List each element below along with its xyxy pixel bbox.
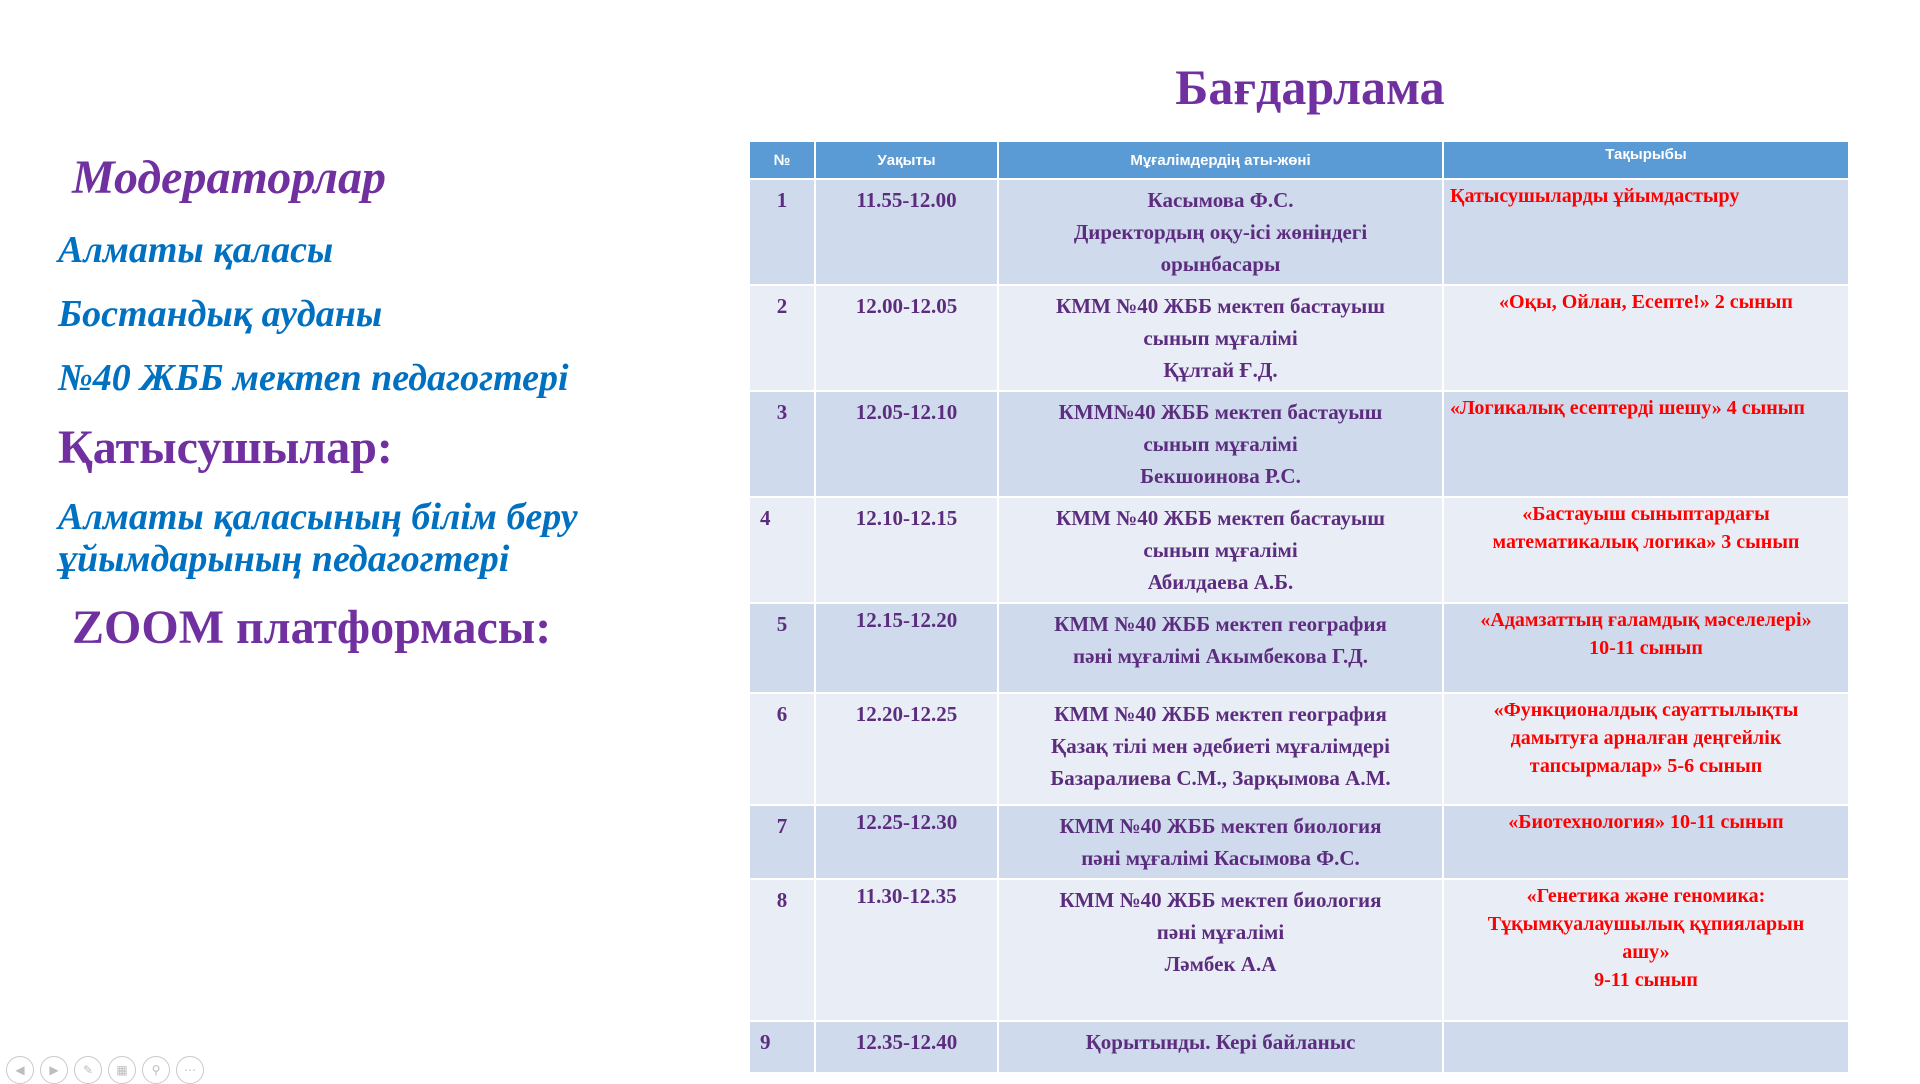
cell-line: КММ№40 ЖББ мектеп бастауыш bbox=[1058, 400, 1383, 424]
cell-line: «Биотехнология» 10-11 сынып bbox=[1508, 811, 1784, 833]
table-row bbox=[749, 1021, 1849, 1073]
table-row bbox=[749, 497, 1849, 603]
cell-num: 9 bbox=[749, 1021, 815, 1073]
participants-org-line1: Алматы қаласының білім беру bbox=[58, 496, 578, 538]
participants-org-line2: ұйымдарының педагогтері bbox=[58, 538, 510, 580]
cell-line: КММ №40 ЖББ мектеп бастауыш bbox=[1056, 294, 1385, 318]
cell-num: 2 bbox=[749, 285, 815, 391]
header-time: Уақыты bbox=[815, 141, 998, 179]
next-icon[interactable]: ▶ bbox=[40, 1056, 68, 1084]
cell-line: ашу» bbox=[1622, 941, 1670, 963]
cell-line: Абилдаева А.Б. bbox=[1147, 570, 1294, 594]
cell-line: Директордың оқу-ісі жөніндегі bbox=[1073, 220, 1368, 244]
cell-line: Бекшоинова Р.С. bbox=[1140, 464, 1301, 488]
table-row bbox=[749, 179, 1849, 285]
cell-line: «Логикалық есептерді шешу» 4 сынып bbox=[1450, 397, 1805, 419]
cell-topic bbox=[1443, 391, 1849, 497]
participants-heading: Қатысушылар: bbox=[58, 421, 393, 474]
cell-line: «Бастауыш сыныптардағы bbox=[1522, 503, 1770, 525]
cell-time: 12.10-12.15 bbox=[815, 497, 998, 603]
school-text: №40 ЖББ мектеп педагогтері bbox=[58, 357, 569, 399]
cell-line: тапсырмалар» 5-6 сынып bbox=[1529, 755, 1763, 777]
slides-icon[interactable]: ▦ bbox=[108, 1056, 136, 1084]
table-row bbox=[749, 603, 1849, 693]
previous-icon[interactable]: ◀ bbox=[6, 1056, 34, 1084]
cell-teacher bbox=[998, 693, 1443, 805]
cell-line: КММ №40 ЖББ мектеп бастауыш bbox=[1056, 506, 1385, 530]
cell-line: сынып мұғалімі bbox=[1143, 326, 1298, 350]
cell-teacher bbox=[998, 497, 1443, 603]
table-row bbox=[749, 879, 1849, 1021]
cell-num: 7 bbox=[749, 805, 815, 879]
cell-teacher bbox=[998, 391, 1443, 497]
cell-line: 10-11 сынып bbox=[1589, 637, 1703, 659]
cell-line: сынып мұғалімі bbox=[1143, 432, 1298, 456]
cell-topic bbox=[1443, 805, 1849, 879]
cell-topic bbox=[1443, 497, 1849, 603]
cell-topic bbox=[1443, 603, 1849, 693]
cell-line: Ләмбек А.А bbox=[1164, 952, 1277, 976]
cell-line: КММ №40 ЖББ мектеп биология bbox=[1059, 888, 1382, 912]
cell-line: Қатысушыларды ұйымдастыру bbox=[1450, 185, 1740, 207]
cell-topic bbox=[1443, 285, 1849, 391]
cell-time: 12.15-12.20 bbox=[815, 603, 998, 693]
cell-num: 1 bbox=[749, 179, 815, 285]
district-text: Бостандық ауданы bbox=[58, 293, 383, 335]
cell-teacher bbox=[998, 603, 1443, 693]
cell-topic bbox=[1443, 879, 1849, 1021]
cell-line: КММ №40 ЖББ мектеп география bbox=[1054, 612, 1387, 636]
cell-time: 11.30-12.35 bbox=[815, 879, 998, 1021]
cell-num: 6 bbox=[749, 693, 815, 805]
header-teacher: Мұғалімдердің аты-жөні bbox=[998, 141, 1443, 179]
cell-line: КММ №40 ЖББ мектеп биология bbox=[1059, 814, 1382, 838]
cell-topic bbox=[1443, 1021, 1849, 1073]
cell-time: 12.20-12.25 bbox=[815, 693, 998, 805]
more-icon[interactable]: ⋯ bbox=[176, 1056, 204, 1084]
cell-time: 12.25-12.30 bbox=[815, 805, 998, 879]
cell-line: дамытуға арналған деңгейлік bbox=[1510, 727, 1782, 749]
table-row bbox=[749, 285, 1849, 391]
table-row bbox=[749, 391, 1849, 497]
cell-line: «Оқы, Ойлан, Есепте!» 2 сынып bbox=[1499, 291, 1793, 313]
cell-num: 8 bbox=[749, 879, 815, 1021]
slide-title: Бағдарлама bbox=[1175, 59, 1445, 115]
cell-line: 9-11 сынып bbox=[1594, 969, 1698, 991]
participants-org bbox=[58, 496, 718, 580]
cell-topic bbox=[1443, 693, 1849, 805]
cell-line: Құлтай Ғ.Д. bbox=[1163, 358, 1278, 382]
cell-line: «Генетика және геномика: bbox=[1526, 885, 1766, 907]
cell-topic bbox=[1443, 179, 1849, 285]
table-header-row bbox=[749, 141, 1849, 179]
schedule-body bbox=[749, 179, 1849, 1073]
cell-line: Қорытынды. Кері байланыс bbox=[1085, 1030, 1356, 1054]
cell-line: КММ №40 ЖББ мектеп география bbox=[1054, 702, 1387, 726]
cell-line: Қазақ тілі мен әдебиеті мұғалімдері bbox=[1051, 734, 1390, 758]
cell-time: 12.00-12.05 bbox=[815, 285, 998, 391]
cell-time: 12.05-12.10 bbox=[815, 391, 998, 497]
cell-num: 3 bbox=[749, 391, 815, 497]
cell-line: математикалық логика» 3 сынып bbox=[1492, 531, 1800, 553]
left-panel bbox=[0, 0, 720, 1080]
cell-line: «Адамзаттың ғаламдық мәселелері» bbox=[1480, 609, 1812, 631]
cell-num: 4 bbox=[749, 497, 815, 603]
cell-time: 11.55-12.00 bbox=[815, 179, 998, 285]
schedule-table bbox=[748, 140, 1850, 1074]
table-row bbox=[749, 693, 1849, 805]
cell-line: «Функционалдық сауаттылықты bbox=[1493, 699, 1799, 721]
cell-line: Базаралиева С.М., Зарқымова А.М. bbox=[1050, 766, 1391, 790]
cell-teacher bbox=[998, 879, 1443, 1021]
cell-teacher bbox=[998, 805, 1443, 879]
header-num: № bbox=[749, 141, 815, 179]
cell-line: Касымова Ф.С. bbox=[1147, 188, 1294, 212]
cell-num: 5 bbox=[749, 603, 815, 693]
cell-line: орынбасары bbox=[1160, 252, 1281, 276]
cell-line: пәні мұғалімі bbox=[1156, 920, 1285, 944]
cell-line: пәні мұғалімі Акымбекова Г.Д. bbox=[1073, 644, 1368, 668]
table-row bbox=[749, 805, 1849, 879]
pen-icon[interactable]: ✎ bbox=[74, 1056, 102, 1084]
cell-teacher bbox=[998, 1021, 1443, 1073]
city-text: Алматы қаласы bbox=[58, 229, 334, 271]
moderators-heading: Модераторлар bbox=[72, 151, 386, 204]
cell-teacher bbox=[998, 179, 1443, 285]
zoom-icon[interactable]: ⚲ bbox=[142, 1056, 170, 1084]
cell-line: пәні мұғалімі Касымова Ф.С. bbox=[1081, 846, 1360, 870]
cell-line: Тұқымқуалаушылық құпияларын bbox=[1487, 913, 1805, 935]
cell-line: сынып мұғалімі bbox=[1143, 538, 1298, 562]
cell-time: 12.35-12.40 bbox=[815, 1021, 998, 1073]
header-topic: Тақырыбы bbox=[1443, 141, 1849, 179]
cell-teacher bbox=[998, 285, 1443, 391]
platform-text: ZOOM платформасы: bbox=[72, 601, 552, 654]
